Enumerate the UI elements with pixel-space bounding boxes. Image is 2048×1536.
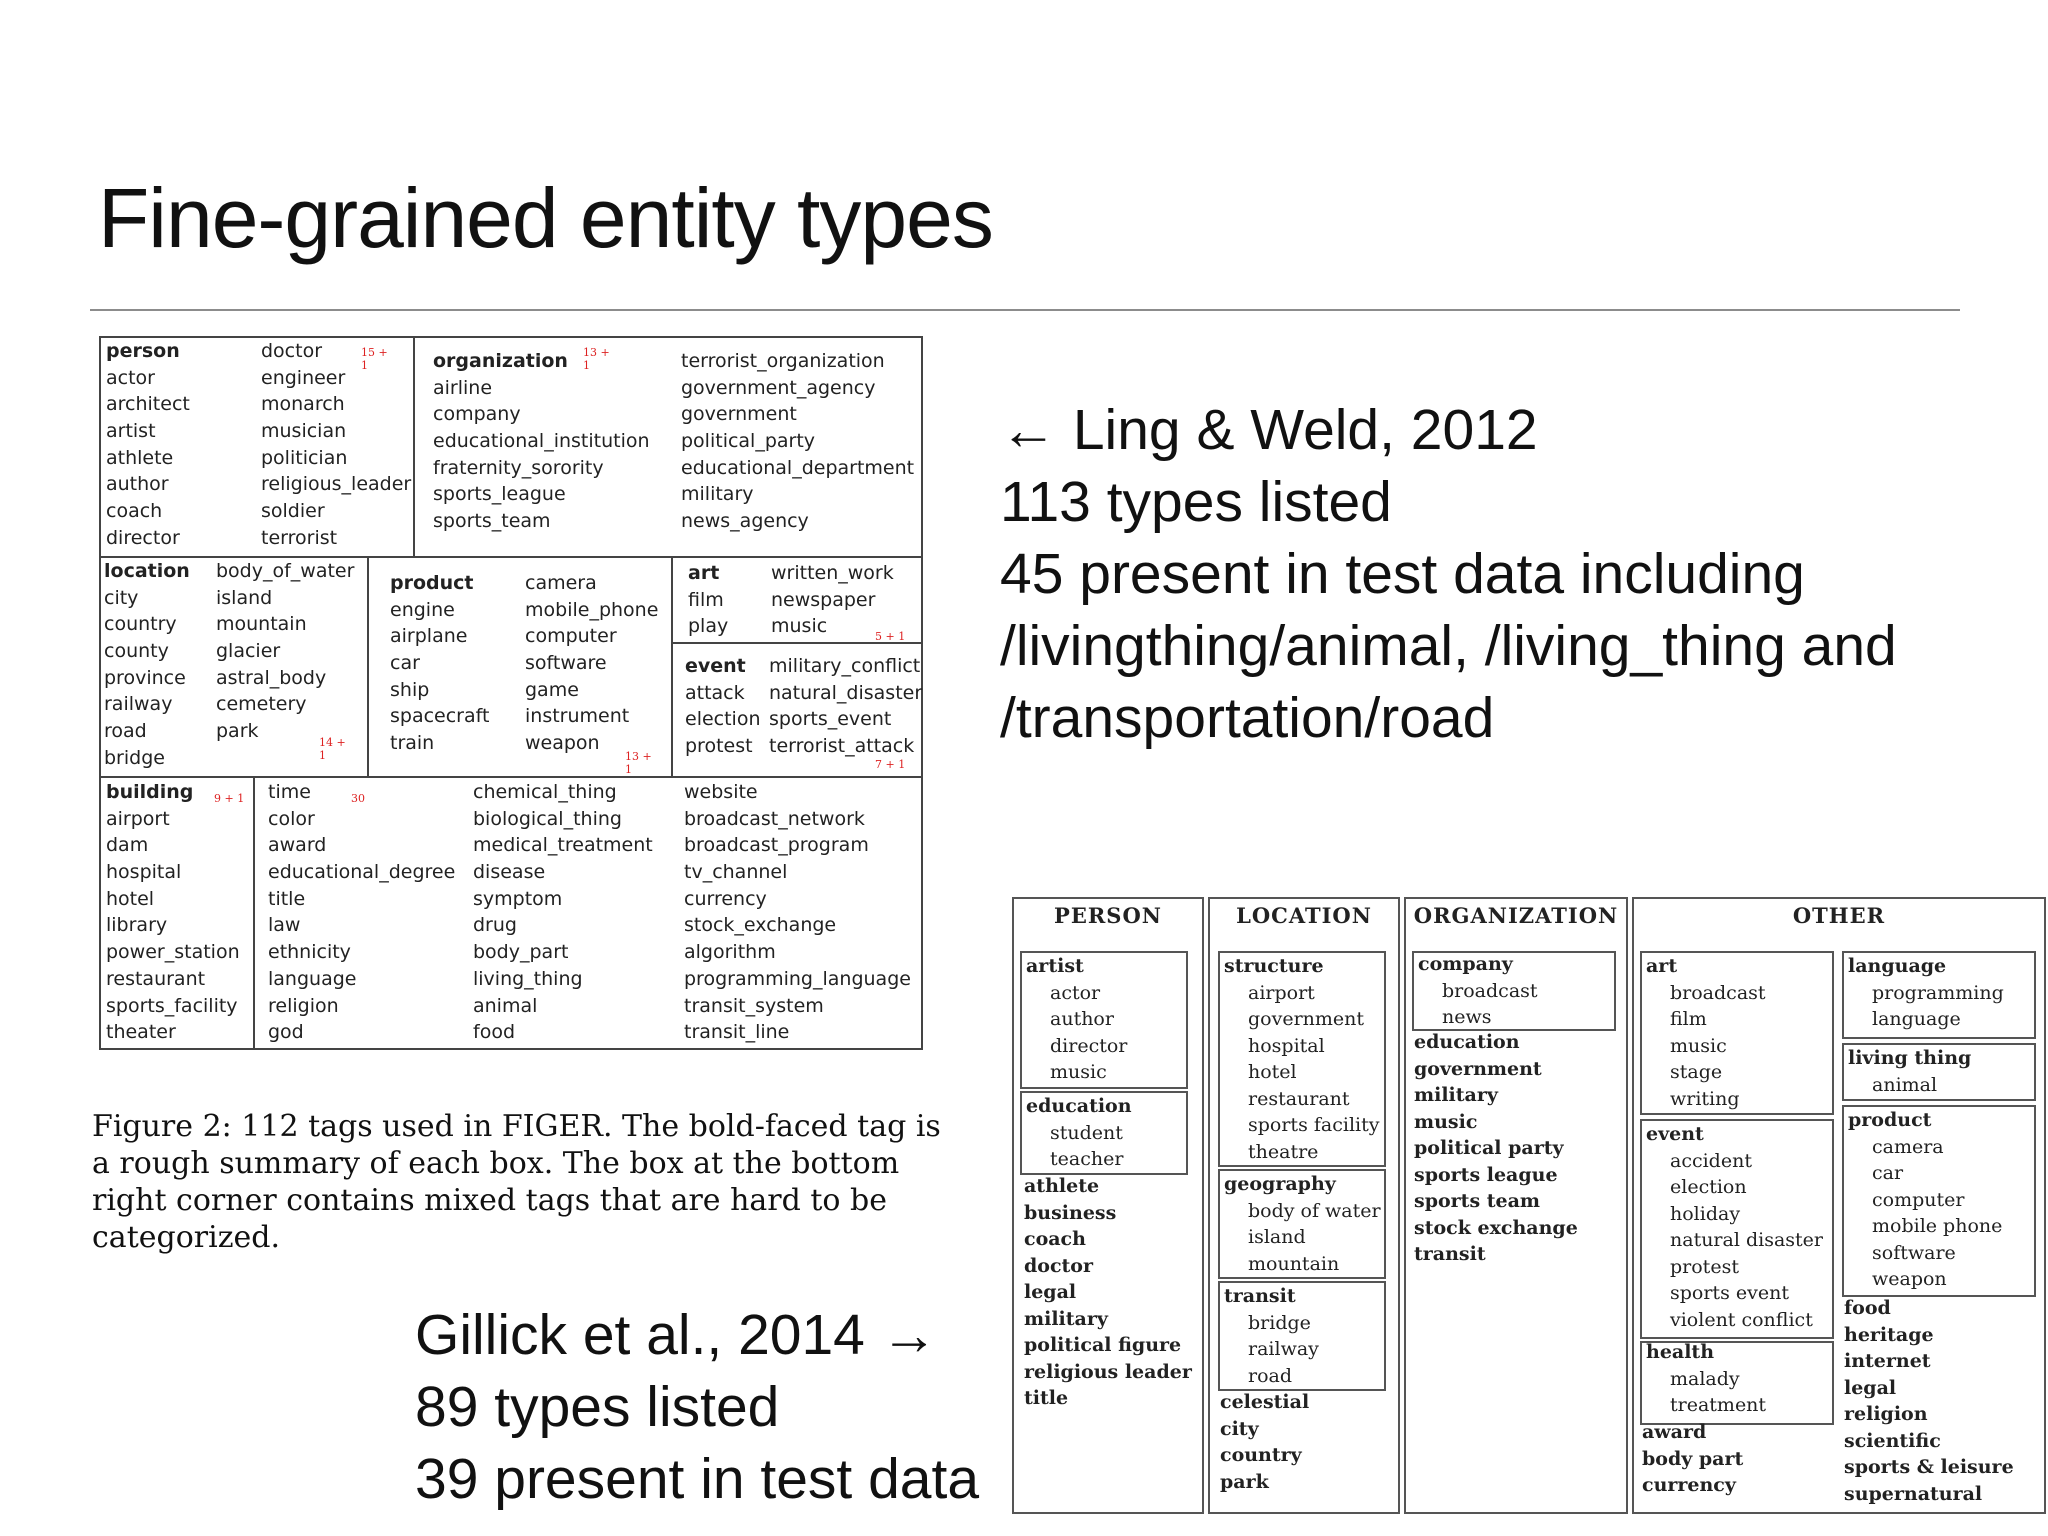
gillick-list	[1848, 1045, 1971, 1098]
type-label: award	[268, 834, 327, 857]
figer-list	[681, 348, 914, 535]
type-label: government	[681, 403, 797, 426]
type-label: educational_department	[681, 456, 915, 479]
type-label: mobile phone	[1872, 1215, 2003, 1237]
type-label: ethnicity	[268, 941, 351, 964]
type-label: bridge	[1248, 1311, 1311, 1334]
type-label: law	[268, 914, 301, 937]
type-label: terrorist_attack	[769, 735, 915, 758]
type-label: programming_language	[684, 967, 911, 990]
type-label: coach	[1024, 1228, 1086, 1250]
figer-count: 9 + 1	[214, 792, 245, 805]
type-label: heritage	[1844, 1323, 1934, 1346]
type-label: author	[106, 473, 169, 496]
type-label: terrorist	[261, 526, 338, 549]
type-label: stage	[1670, 1061, 1723, 1083]
type-label: art	[688, 562, 720, 584]
type-label: chemical_thing	[473, 781, 617, 803]
figer-count: 13 + 1	[625, 750, 652, 776]
type-label: hospital	[106, 861, 182, 884]
type-label: body of water	[1248, 1199, 1381, 1222]
type-label: protest	[685, 735, 753, 758]
type-label: animal	[473, 994, 538, 1017]
type-label: company	[1418, 953, 1513, 975]
type-label: stock exchange	[1414, 1216, 1578, 1239]
gillick-list	[1646, 953, 1766, 1112]
type-label: broadcast_network	[684, 807, 865, 830]
figer-count: 15 + 1	[361, 346, 388, 372]
type-label: structure	[1224, 955, 1324, 977]
type-label: computer	[1872, 1188, 1965, 1211]
type-label: living_thing	[473, 967, 583, 990]
figer-list	[525, 570, 658, 757]
type-label: country	[1220, 1444, 1302, 1466]
note-line: 113 types listed	[1000, 470, 1392, 534]
type-label: mobile_phone	[525, 598, 659, 621]
type-label: language	[268, 967, 357, 990]
column-header: ORGANIZATION	[1413, 903, 1619, 928]
type-label: color	[268, 807, 315, 830]
type-label: website	[684, 781, 758, 803]
type-label: accident	[1670, 1149, 1752, 1172]
type-label: transit	[1224, 1285, 1296, 1307]
note-line: 39 present in test data	[415, 1447, 980, 1511]
figer-list	[685, 653, 761, 760]
type-label: government_agency	[681, 376, 876, 399]
type-label: attack	[685, 681, 745, 704]
type-label: political_party	[681, 430, 816, 453]
type-label: celestial	[1220, 1391, 1310, 1413]
type-label: theater	[106, 1021, 176, 1044]
type-label: actor	[106, 366, 155, 389]
gillick-list	[1024, 1173, 1192, 1412]
type-label: software	[1872, 1241, 1956, 1264]
type-label: title	[1024, 1387, 1069, 1409]
type-label: library	[106, 914, 168, 937]
type-label: teacher	[1050, 1148, 1124, 1170]
type-label: city	[1220, 1417, 1259, 1440]
type-label: restaurant	[106, 967, 206, 990]
type-label: weapon	[525, 732, 600, 755]
type-label: art	[1646, 955, 1678, 977]
type-label: product	[1848, 1109, 1932, 1131]
type-label: sports league	[1414, 1163, 1558, 1186]
type-label: doctor	[261, 340, 323, 362]
type-label: road	[1248, 1364, 1293, 1387]
type-label: country	[104, 613, 177, 636]
type-label: author	[1050, 1008, 1114, 1030]
type-label: political party	[1414, 1137, 1564, 1159]
type-label: actor	[1050, 981, 1101, 1004]
figer-count: 7 + 1	[875, 758, 906, 771]
type-label: engineer	[261, 366, 346, 389]
type-label: sports facility	[1248, 1114, 1380, 1136]
type-label: artist	[1026, 955, 1084, 977]
gillick-list	[1642, 1419, 1743, 1499]
type-label: student	[1050, 1121, 1123, 1144]
type-label: dam	[106, 834, 149, 857]
figer-list	[473, 779, 653, 1046]
type-label: island	[1248, 1226, 1306, 1248]
type-label: sports_event	[769, 708, 892, 731]
type-label: airline	[433, 376, 493, 399]
figer-list	[433, 348, 650, 535]
type-label: drug	[473, 914, 517, 937]
type-label: news_agency	[681, 510, 809, 533]
note-ling-weld	[1000, 394, 1897, 754]
type-label: mountain	[216, 613, 307, 636]
note-gillick	[415, 1299, 979, 1515]
gillick-list	[1224, 1283, 1319, 1389]
type-label: cemetery	[216, 693, 307, 716]
type-label: education	[1414, 1031, 1520, 1053]
type-label: province	[104, 666, 186, 689]
type-label: spacecraft	[390, 705, 490, 728]
type-label: park	[1220, 1470, 1269, 1493]
type-label: written_work	[771, 562, 894, 584]
type-label: tv_channel	[684, 861, 788, 884]
gillick-list	[1844, 1295, 2014, 1507]
type-label: bridge	[104, 746, 165, 769]
type-label: film	[1670, 1008, 1707, 1030]
type-label: food	[473, 1021, 515, 1044]
type-label: glacier	[216, 640, 281, 663]
figer-tag-table	[99, 336, 923, 1050]
type-label: airplane	[390, 625, 468, 648]
type-label: stock_exchange	[684, 914, 837, 937]
figer-divider	[671, 642, 923, 644]
type-label: programming	[1872, 981, 2004, 1004]
type-label: body part	[1642, 1447, 1744, 1470]
figer-list	[684, 779, 911, 1046]
type-label: currency	[1642, 1474, 1736, 1496]
type-label: currency	[684, 887, 767, 910]
type-label: hotel	[106, 887, 155, 910]
figer-list	[688, 560, 728, 640]
type-label: film	[688, 588, 724, 611]
type-label: soldier	[261, 500, 325, 523]
type-label: coach	[106, 500, 163, 523]
type-label: doctor	[1024, 1254, 1093, 1277]
type-label: protest	[1670, 1255, 1739, 1278]
type-label: military	[681, 483, 754, 506]
note-line: /livingthing/animal, /living_thing and	[1000, 614, 1897, 678]
type-label: fraternity_sorority	[433, 456, 604, 479]
type-label: music	[771, 615, 828, 638]
type-label: legal	[1024, 1281, 1077, 1303]
type-label: airport	[1248, 981, 1315, 1004]
type-label: living thing	[1848, 1047, 1972, 1069]
type-label: business	[1024, 1201, 1117, 1224]
type-label: treatment	[1670, 1394, 1767, 1416]
type-label: music	[1670, 1034, 1727, 1057]
slide-title: Fine-grained entity types	[98, 171, 993, 265]
type-label: theatre	[1248, 1140, 1319, 1163]
figer-count: 14 + 1	[319, 736, 346, 762]
type-label: sports & leisure	[1844, 1456, 2014, 1478]
figer-list	[216, 558, 354, 745]
type-label: time	[268, 781, 311, 803]
type-label: education	[1026, 1095, 1132, 1117]
type-label: hotel	[1248, 1061, 1297, 1083]
type-label: violent conflict	[1670, 1308, 1813, 1331]
figer-count: 30	[351, 792, 365, 805]
column-header: PERSON	[1054, 903, 1162, 928]
type-label: legal	[1844, 1376, 1897, 1399]
type-label: camera	[1872, 1135, 1944, 1158]
type-label: body_part	[473, 941, 569, 964]
type-label: person	[106, 340, 180, 362]
type-label: religious leader	[1024, 1360, 1192, 1383]
type-label: event	[1646, 1123, 1704, 1145]
type-label: political figure	[1024, 1334, 1182, 1356]
type-label: body_of_water	[216, 560, 355, 582]
type-label: hospital	[1248, 1034, 1325, 1057]
type-label: director	[106, 526, 180, 549]
gillick-list	[1224, 1171, 1381, 1277]
type-label: newspaper	[771, 588, 876, 611]
type-label: language	[1872, 1008, 1961, 1030]
type-label: director	[1050, 1034, 1128, 1057]
type-label: medical_treatment	[473, 834, 653, 857]
figure-caption: Figure 2: 112 tags used in FIGER. The bold-faced tag is a rough summary of each box. The box at the bottom right corner contains mixed tags that are hard to be categorized.	[92, 1109, 941, 1255]
type-label: play	[688, 615, 729, 638]
type-label: railway	[104, 693, 173, 716]
type-label: election	[685, 708, 761, 731]
gillick-list	[1224, 953, 1379, 1165]
title-divider	[90, 309, 1960, 311]
type-label: city	[104, 586, 139, 609]
figer-list	[261, 338, 411, 552]
type-label: geography	[1224, 1173, 1336, 1195]
type-label: computer	[525, 625, 617, 648]
type-label: game	[525, 678, 579, 701]
type-label: transit	[1414, 1243, 1486, 1265]
gillick-column-location	[1208, 897, 1400, 1514]
type-label: supernatural	[1844, 1482, 1983, 1505]
type-label: educational_degree	[268, 861, 456, 884]
type-label: athlete	[106, 446, 174, 469]
note-line: ← Ling & Weld, 2012	[1000, 398, 1538, 462]
gillick-list	[1414, 1029, 1578, 1268]
type-label: broadcast_program	[684, 834, 869, 857]
type-label: artist	[106, 420, 156, 443]
type-label: power_station	[106, 941, 240, 964]
type-label: sports event	[1670, 1282, 1789, 1304]
gillick-list	[1418, 951, 1538, 1031]
type-label: music	[1414, 1110, 1478, 1133]
type-label: monarch	[261, 393, 345, 416]
note-line: Gillick et al., 2014 →	[415, 1303, 938, 1367]
gillick-list	[1646, 1121, 1823, 1333]
type-label: food	[1844, 1297, 1891, 1319]
type-label: instrument	[525, 705, 630, 728]
type-label: government	[1248, 1008, 1365, 1030]
type-label: religion	[268, 994, 339, 1017]
type-label: health	[1646, 1341, 1715, 1363]
type-label: train	[390, 732, 435, 755]
type-label: military_conflict	[769, 655, 921, 677]
figer-list	[268, 779, 455, 1046]
type-label: title	[268, 887, 306, 910]
type-label: terrorist_organization	[681, 350, 885, 372]
type-label: language	[1848, 955, 1947, 977]
column-header: LOCATION	[1236, 903, 1372, 928]
gillick-list	[1026, 953, 1127, 1086]
type-label: location	[104, 560, 190, 582]
type-label: weapon	[1872, 1268, 1947, 1290]
type-label: algorithm	[684, 941, 776, 964]
type-label: religion	[1844, 1403, 1928, 1425]
type-label: sports team	[1414, 1190, 1541, 1212]
type-label: military	[1414, 1084, 1498, 1106]
type-label: sports_team	[433, 510, 551, 533]
gillick-list	[1026, 1093, 1132, 1173]
type-label: mountain	[1248, 1252, 1340, 1275]
note-line: 45 present in test data including	[1000, 542, 1805, 606]
type-label: astral_body	[216, 666, 327, 689]
type-label: holiday	[1670, 1202, 1741, 1225]
type-label: restaurant	[1248, 1087, 1350, 1110]
type-label: railway	[1248, 1338, 1319, 1360]
type-label: music	[1050, 1061, 1107, 1083]
type-label: organization	[433, 350, 568, 372]
type-label: company	[433, 403, 521, 426]
type-label: educational_institution	[433, 430, 650, 453]
type-label: disease	[473, 861, 546, 884]
figer-list	[106, 338, 190, 552]
type-label: building	[106, 781, 194, 803]
type-label: event	[685, 655, 746, 677]
type-label: election	[1670, 1176, 1747, 1198]
type-label: sports_facility	[106, 994, 238, 1017]
type-label: symptom	[473, 887, 563, 910]
type-label: scientific	[1844, 1429, 1941, 1452]
type-label: government	[1414, 1057, 1542, 1080]
note-line: 89 types listed	[415, 1375, 780, 1439]
gillick-column-other	[1632, 897, 2046, 1514]
type-label: camera	[525, 572, 597, 594]
type-label: broadcast	[1670, 981, 1766, 1004]
gillick-type-hierarchy	[1012, 897, 2046, 1514]
column-header: OTHER	[1792, 903, 1886, 928]
type-label: god	[268, 1021, 304, 1044]
type-label: broadcast	[1442, 979, 1538, 1002]
type-label: writing	[1670, 1087, 1740, 1110]
type-label: biological_thing	[473, 807, 622, 830]
gillick-column-person	[1012, 897, 1204, 1514]
type-label: internet	[1844, 1350, 1931, 1372]
type-label: natural_disaster	[769, 681, 923, 704]
gillick-column-organization	[1404, 897, 1628, 1514]
type-label: product	[390, 572, 474, 594]
figer-list	[771, 560, 894, 640]
type-label: car	[390, 652, 420, 675]
type-label: military	[1024, 1307, 1108, 1330]
gillick-list	[1646, 1339, 1766, 1419]
type-label: news	[1442, 1006, 1492, 1028]
type-label: transit_system	[684, 994, 824, 1017]
type-label: airport	[106, 807, 170, 830]
note-line: /transportation/road	[1000, 686, 1495, 750]
type-label: county	[104, 640, 169, 663]
type-label: animal	[1872, 1073, 1938, 1096]
figer-list	[106, 779, 240, 1046]
type-label: natural disaster	[1670, 1229, 1823, 1251]
figer-list	[390, 570, 489, 757]
type-label: religious_leader	[261, 473, 412, 496]
type-label: architect	[106, 393, 190, 416]
figer-count: 13 + 1	[583, 346, 610, 372]
type-label: musician	[261, 420, 347, 443]
type-label: car	[1872, 1162, 1904, 1184]
figer-count: 5 + 1	[875, 630, 906, 643]
type-label: engine	[390, 598, 455, 621]
type-label: ship	[390, 678, 430, 701]
type-label: sports_league	[433, 483, 566, 506]
type-label: park	[216, 720, 259, 743]
type-label: politician	[261, 446, 348, 469]
type-label: athlete	[1024, 1175, 1100, 1197]
gillick-list	[1848, 1107, 2002, 1293]
type-label: malady	[1670, 1367, 1740, 1390]
type-label: award	[1642, 1421, 1707, 1443]
figer-list	[769, 653, 922, 760]
figer-list	[104, 558, 190, 772]
type-label: transit_line	[684, 1021, 790, 1044]
type-label: road	[104, 720, 147, 743]
gillick-list	[1848, 953, 2004, 1033]
type-label: island	[216, 586, 273, 609]
gillick-list	[1220, 1389, 1309, 1495]
type-label: software	[525, 652, 607, 675]
